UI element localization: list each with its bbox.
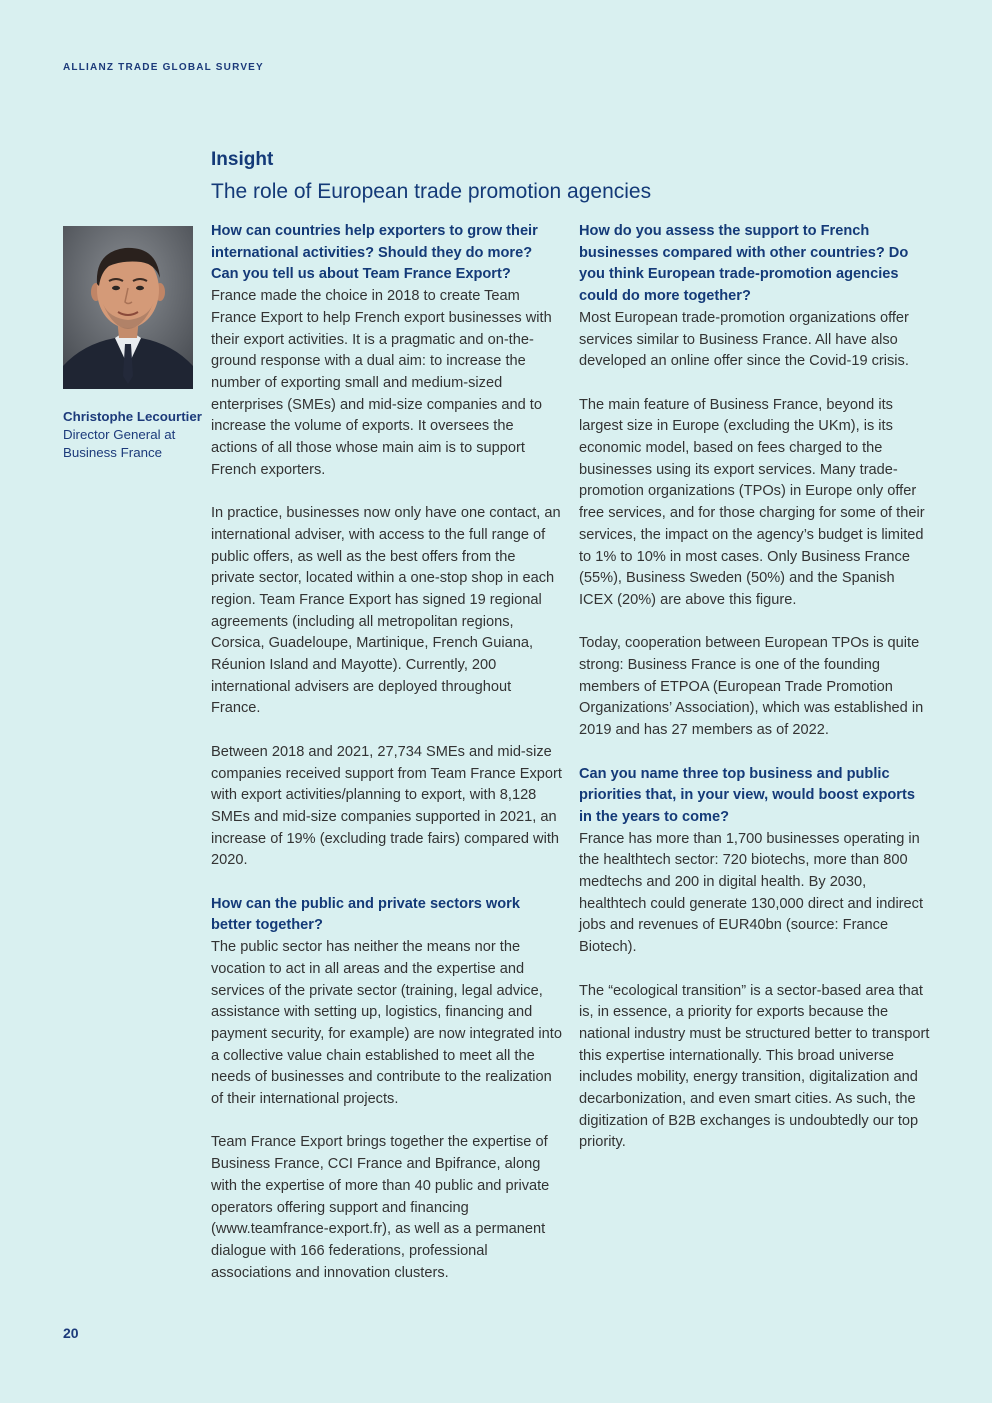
portrait-photo [63,226,193,389]
interviewee-caption [63,408,203,462]
page-number: 20 [63,1325,79,1341]
left-column [211,221,563,1306]
interview-answer-paragraph: In practice, businesses now only have one contact, an international adviser, with access to the full range of public offers, as well as the best offers from the private sector, located within a one-stop shop in each region. Team France Export has signed 19 regional agreements (including all metropolitan regions, Corsica, Guadeloupe, Martinique, French Guiana, Réunion Island and Mayotte). Currently, 200 international advisers are deployed throughout France. [211,505,561,717]
interview-question: How can countries help exporters to grow their international activities? Should they do more? Can you tell us about Team France Export? [211,223,538,283]
article-kicker: Insight [211,149,274,170]
interview-answer-paragraph: Today, cooperation between European TPOs is quite strong: Business France is one of the founding members of ETPOA (European Trade Promotion Organizations’ Association), which was established in 2019 and has 27 members as of 2022. [579,635,924,739]
interview-question: How can the public and private sectors work better together? [211,895,520,934]
interview-answer-paragraph: The “ecological transition” is a sector-based area that is, in essence, a priority for exports because the national industry must be structured better to transport this expertise internationally. This broad universe includes mobility, energy transition, digitalization and decarbonization, and even smart cities. As such, the digitization of B2B exchanges is undoubtedly our top priority. [579,982,930,1151]
interview-answer-paragraph: Between 2018 and 2021, 27,734 SMEs and mid-size companies received support from Team France Export with export activities/planning to export, with 8,128 SMEs and mid-size companies supported in 2021, an increase of 19% (excluding trade fairs) compared with 2020. [211,743,562,869]
interview-answer-paragraph: The public sector has neither the means nor the vocation to act in all areas and the expertise and services of the private sector (training, legal advice, assistance with setting up, logistics, financing and payment security, for example) are now integrated into a collective value chain established to meet all the needs of businesses and contribute to the realization of their international projects. [211,939,562,1108]
interview-answer-paragraph: Most European trade-promotion organizations offer services similar to Business France. All have also developed an online offer since the Covid-19 crisis. [579,309,909,370]
interview-answer-paragraph: France has more than 1,700 businesses operating in the healthtech sector: 720 biotechs, more than 800 medtechs and 200 in digital health. By 2030, healthtech could generate 130,000 direct and indirect jobs and revenues of EUR40bn (source: France Biotech). [579,830,924,956]
interviewee-name: Christophe Lecourtier [63,409,202,424]
running-header: ALLIANZ TRADE GLOBAL SURVEY [63,62,264,73]
interview-answer-paragraph: The main feature of Business France, beyond its largest size in Europe (excluding the UKm), is its economic model, based on fees charged to the businesses using its export services. Many trade-promotion organizations (TPOs) in Europe only offer free services, and for those charging for some of their services, the impact on the agency’s budget is limited to 1% to 10% in most cases. Only Business France (55%), Business Sweden (50%) and the Spanish ICEX (20%) are above this figure. [579,396,925,608]
interview-answer-paragraph: Team France Export brings together the expertise of Business France, CCI France and Bpifrance, along with the expertise of more than 40 public and private operators offering support and financing (www.teamfrance-export.fr), as well as a permanent dialogue with 166 federations, professional associations and innovation clusters. [211,1134,550,1281]
article-title: The role of European trade promotion agencies [211,180,652,203]
interview-question: How do you assess the support to French businesses compared with other countries? Do you think European trade-promotion agencies could do more together? [579,223,909,305]
interviewee-role: Director General at Business France [63,427,176,460]
right-column [579,221,931,1176]
interview-answer-paragraph: France made the choice in 2018 to create Team France Export to help French export businesses with their export activities. It is a pragmatic and on-the-ground response with a dual aim: to increase the number of exporting small and medium-sized enterprises (SMEs) and mid-size companies and to increase the volume of exports. It oversees the actions of all those whose main aim is to support French exporters. [211,288,552,478]
interview-question: Can you name three top business and public priorities that, in your view, would boost exports in the years to come? [579,765,915,825]
portrait-icon [63,226,193,389]
